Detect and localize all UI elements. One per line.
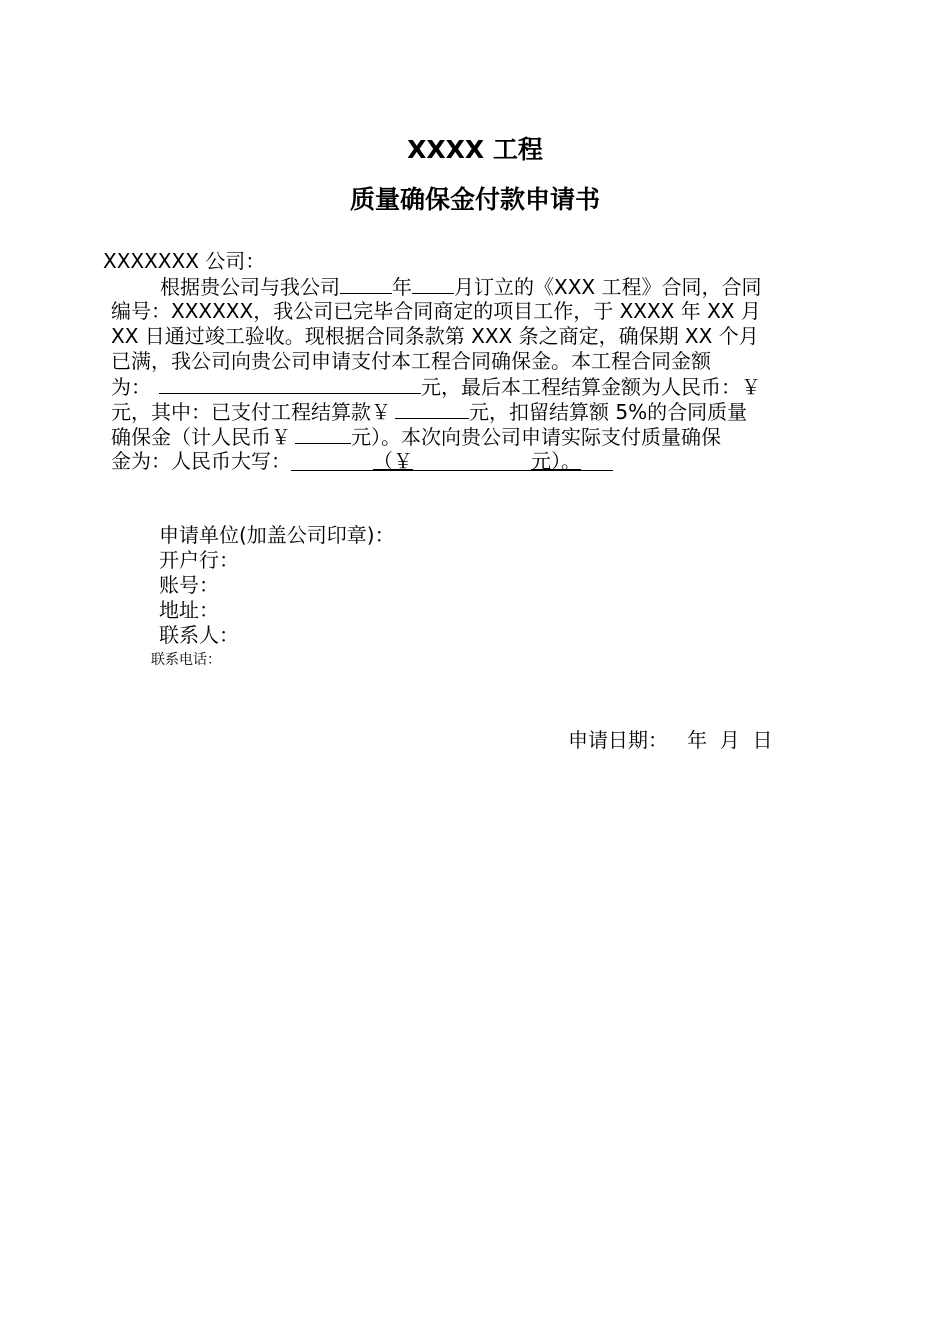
month-blank [412, 273, 454, 294]
retention-amount-blank [295, 423, 351, 444]
paid-amount-blank [395, 398, 469, 419]
phone-label: 联系电话： [151, 652, 221, 668]
contract-amount-blank [159, 373, 421, 394]
salutation: XXXXXXX 公司： [103, 249, 266, 273]
applicant-unit-label: 申请单位(加盖公司印章)： [159, 523, 395, 547]
paragraph-line-4: 已满，我公司向贵公司申请支付本工程合同确保金。本工程合同金额 [111, 349, 711, 373]
address-label: 地址： [159, 598, 219, 622]
paragraph-line-2: 编号：XXXXXX，我公司已完毕合同商定的项目工作，于 XXXX 年 XX 月 [111, 299, 761, 323]
document-subtitle: 质量确保金付款申请书 [349, 185, 600, 214]
paragraph-line-6: 元，其中：已支付工程结算款￥ 元，扣留结算额 5%的合同质量 [111, 400, 748, 424]
paragraph-line-5: 为： 元，最后本工程结算金额为人民币：￥ [111, 375, 761, 399]
account-label: 账号： [159, 573, 219, 597]
paragraph-line-3: XX 日通过竣工验收。现根据合同条款第 XXX 条之商定，确保期 XX 个月 [111, 324, 759, 348]
year-blank [340, 273, 392, 294]
paragraph-line-7: 确保金（计人民币￥ 元）。本次向贵公司申请实际支付质量确保 [111, 425, 721, 449]
contact-label: 联系人： [159, 623, 239, 647]
paragraph-line-8: 金为：人民币大写： （￥ 元）。 [111, 448, 613, 474]
application-date: 申请日期： 年 月 日 [568, 728, 773, 752]
payment-amount-blank: （￥ 元）。 [291, 448, 613, 471]
bank-label: 开户行： [159, 548, 239, 572]
paragraph-line-1: 根据贵公司与我公司 年 月订立的《XXX 工程》合同，合同 [160, 275, 762, 299]
document-title: XXXX 工程 [407, 135, 543, 164]
